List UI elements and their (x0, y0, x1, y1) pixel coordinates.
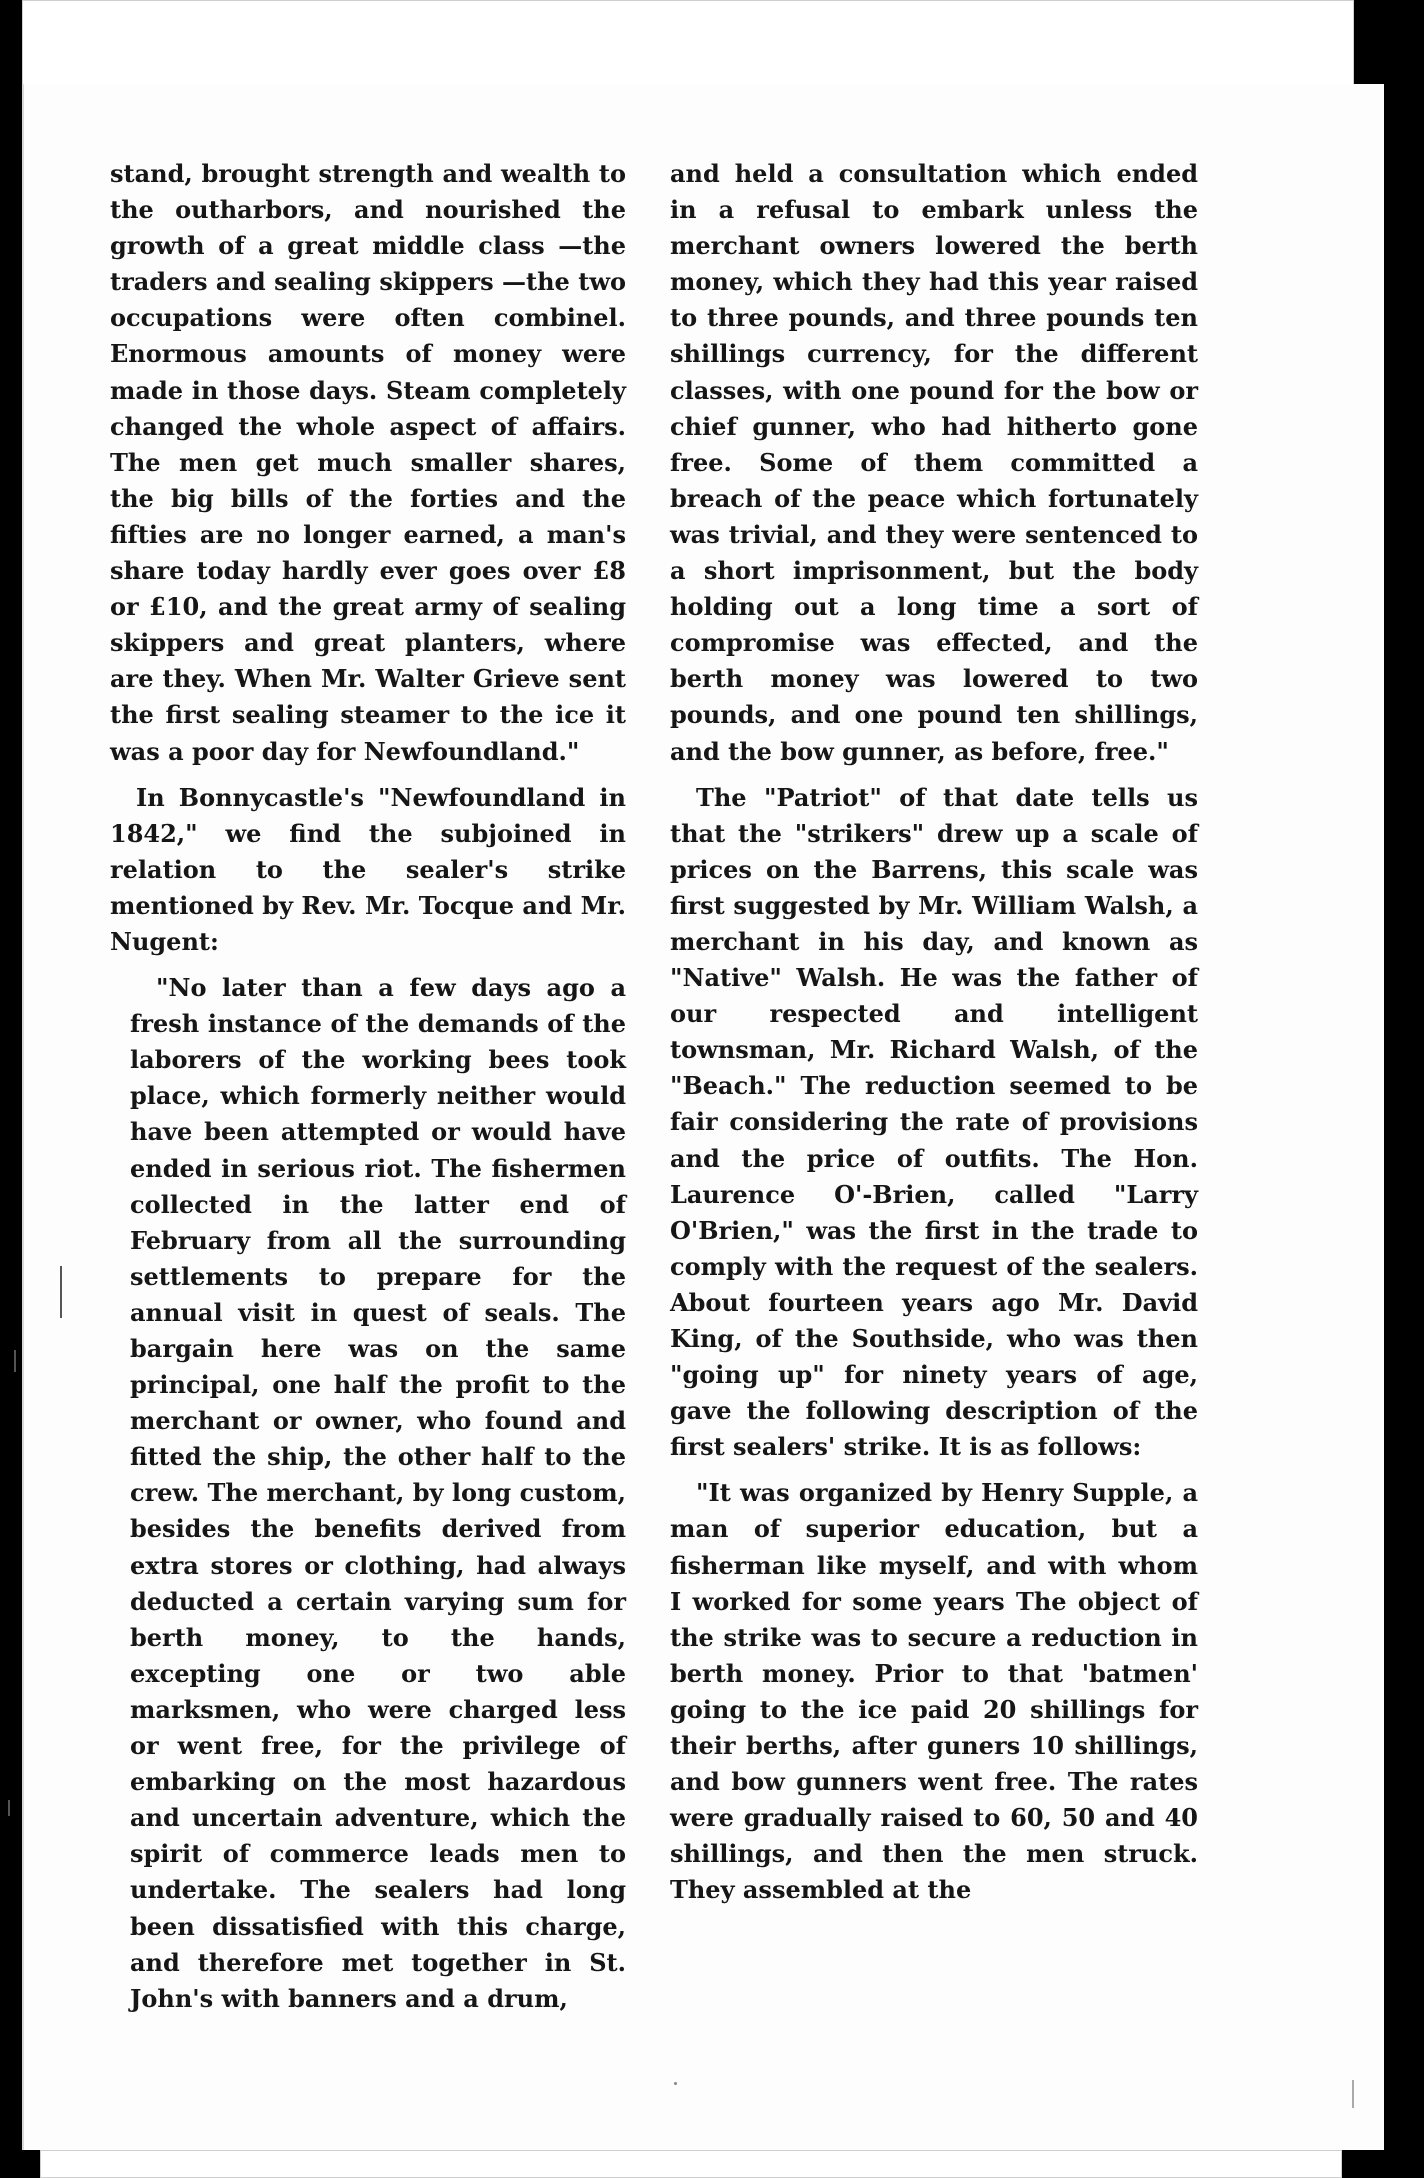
scan-speck (674, 2082, 677, 2085)
paragraph: The "Patriot" of that date tells us that the "strikers" drew up a scale of prices on the Barrens, this scale was first suggested by Mr. William Walsh, a merchant in his day, and known as "Native" Walsh. He was the father of our respected and intelligent townsman, Mr. Richard Walsh, of the "Beach." The reduction seemed to be fair considering the rate of provisions and the price of outfits. The Hon. Laurence O'-Brien, called "Larry O'Brien," was the first in the trade to comply with the request of the sealers. About fourteen years ago Mr. David King, of the Southside, who was then "going up" for ninety years of age, gave the following description of the first sealers' strike. It is as follows: (670, 782, 1198, 1462)
newspaper-page (22, 84, 1384, 2150)
quoted-paragraph: "No later than a few days ago a fresh instance of the demands of the laborers of the working bees took place, which formerly neither would have been attempted or would have ended in serious riot. The fishermen collected in the latter end of February from all the surrounding settlements to prepare for the annual visit in quest of seals. The bargain here was on the same principal, one half the profit to the merchant or owner, who found and fitted the ship, the other half to the crew. The merchant, by long custom, besides the benefits derived from extra stores or clothing, had always deducted a certain varying sum for berth money, to the hands, excepting one or two able marksmen, who were charged less or went free, for the privilege of embarking on the most hazardous and uncertain adventure, which the spirit of commerce leads men to undertake. The sealers had long been dissatisfied with this charge, and therefore met together in St. John's with banners and a drum, (130, 973, 626, 2013)
paragraph: stand, brought strength and wealth to the outharbors, and nourished the growth of a great middle class —the traders and sealing skippers —the two occupations were often combinel. Enormous amounts of money were made in those days. Steam completely changed the whole aspect of affairs. The men get much smaller shares, the big bills of the forties and the fifties are no longer earned, a man's share today hardly ever goes over £8 or £10, and the great army of sealing skippers and great planters, where are they. When Mr. Walter Grieve sent the first sealing steamer to the ice it was a poor day for Newfoundland." (110, 159, 626, 766)
paragraph: In Bonnycastle's "Newfoundland in 1842," we find the subjoined in relation to the sealer's strike mentioned by Rev. Mr. Tocque and Mr. Nugent: (110, 782, 626, 956)
quoted-paragraph: "It was organized by Henry Supple, a man of superior education, but a fisherman like myself, and with whom I worked for some years The object of the strike was to secure a reduction in berth money. Prior to that 'batmen' going to the ice paid 20 shillings for their berths, after guners 10 shillings, and bow gunners went free. The rates were gradually raised to 60, 50 and 40 shillings, and then the men struck. They assembled at the (670, 1478, 1198, 1905)
back-sheet-top (22, 0, 1354, 94)
scan-edge-mark (14, 1350, 16, 1372)
scan-edge-mark (1352, 2080, 1354, 2108)
paragraph: and held a consultation which ended in a refusal to embark unless the merchant owners lowered the berth money, which they had this year raised to three pounds, and three pounds ten shillings currency, for the different classes, with one pound for the bow or chief gunner, who had hitherto gone free. Some of them committed a breach of the peace which fortunately was trivial, and they were sentenced to a short imprisonment, but the body holding out a long time a sort of compromise was effected, and the berth money was lowered to two pounds, and one pound ten shillings, and the bow gunner, as before, free." (670, 159, 1198, 766)
right-column (670, 156, 1198, 1909)
scan-edge-mark (60, 1266, 62, 1318)
left-column (110, 156, 626, 2017)
scan-edge-mark (8, 1800, 10, 1816)
back-sheet-bottom (40, 2150, 1342, 2178)
